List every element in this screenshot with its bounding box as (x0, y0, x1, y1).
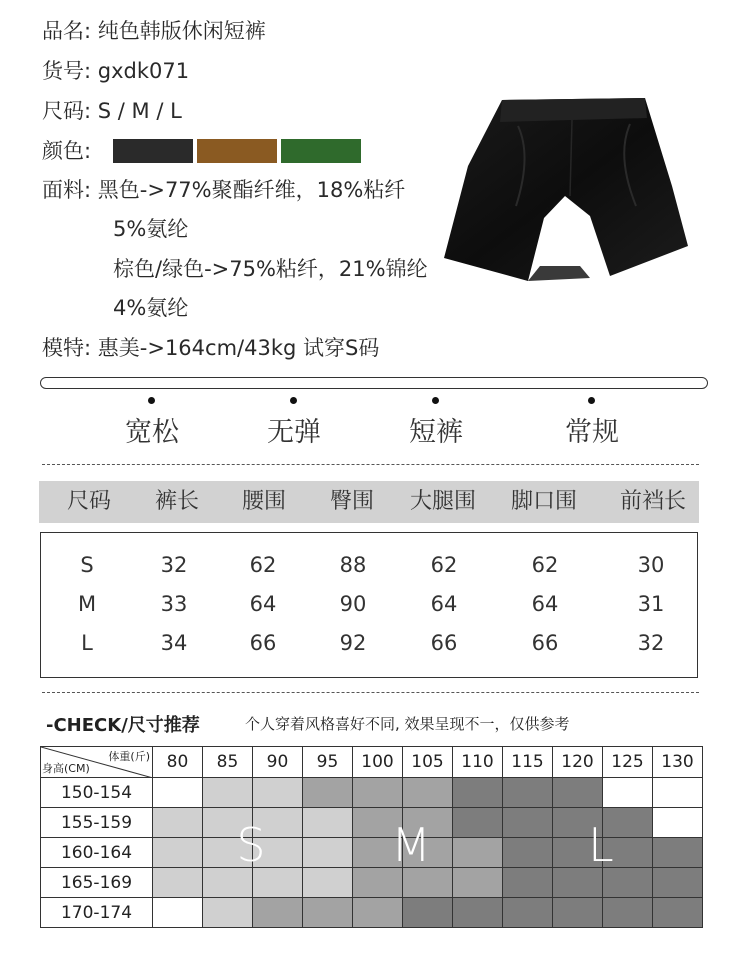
name-row (42, 18, 266, 44)
size-row (42, 98, 182, 124)
grid-cell (553, 898, 603, 928)
size-table-header (39, 481, 699, 523)
header-leg-opening: 脚口围 (510, 489, 578, 514)
name-label: 品名: (42, 19, 92, 43)
height-row-label: 170-174 (41, 898, 153, 928)
grid-cell (503, 898, 553, 928)
grid-cell (653, 868, 703, 898)
size-cell: 66 (249, 631, 277, 655)
size-cell: 30 (637, 553, 665, 577)
size-letter-l: L (588, 818, 614, 872)
weight-header: 80 (153, 747, 203, 778)
weight-header: 105 (403, 747, 453, 778)
grid-cell (253, 898, 303, 928)
size-cell: 34 (160, 631, 188, 655)
weight-axis-label: 体重(斤) (108, 750, 150, 763)
grid-cell (403, 898, 453, 928)
size-value: S / M / L (97, 99, 182, 123)
weight-header: 130 (653, 747, 703, 778)
fabric-line-3: 棕色/绿色->75%粘纤，21%锦纶 (113, 257, 428, 281)
color-swatch-black[interactable] (113, 139, 193, 163)
grid-cell (303, 868, 353, 898)
grid-cell (403, 778, 453, 808)
tag-shorts: 短裤 (409, 417, 463, 448)
grid-cell (453, 898, 503, 928)
grid-cell (353, 778, 403, 808)
grid-cell (603, 778, 653, 808)
tag-dot (290, 397, 297, 404)
height-axis-label: 身高(CM) (42, 762, 90, 775)
grid-cell (503, 838, 553, 868)
grid-cell (453, 808, 503, 838)
header-size: 尺码 (66, 489, 112, 514)
size-cell: L (81, 631, 93, 655)
weight-header: 115 (503, 747, 553, 778)
grid-cell (653, 808, 703, 838)
grid-cell (153, 868, 203, 898)
weight-header: 85 (203, 747, 253, 778)
grid-cell (253, 778, 303, 808)
grid-cell (303, 778, 353, 808)
size-label: 尺码: (42, 99, 92, 123)
size-cell: 31 (637, 592, 665, 616)
size-cell: 64 (249, 592, 277, 616)
size-letter-m: M (391, 818, 431, 872)
height-row-label: 165-169 (41, 868, 153, 898)
tag-no-stretch: 无弹 (267, 417, 321, 448)
grid-cell (403, 868, 453, 898)
tag-dot (148, 397, 155, 404)
header-waist: 腰围 (241, 489, 287, 514)
header-thigh: 大腿围 (409, 489, 477, 514)
size-cell: 32 (160, 553, 188, 577)
color-label: 颜色: (42, 139, 92, 163)
grid-cell (203, 898, 253, 928)
grid-cell (353, 898, 403, 928)
grid-cell (153, 838, 203, 868)
size-cell: 64 (531, 592, 559, 616)
size-cell: 62 (249, 553, 277, 577)
height-row-label: 150-154 (41, 778, 153, 808)
size-cell: 92 (339, 631, 367, 655)
code-row (42, 58, 189, 84)
fabric-row (42, 177, 405, 203)
tag-regular: 常规 (565, 417, 619, 448)
check-title: -CHECK/尺寸推荐 (46, 715, 200, 736)
size-cell: 62 (531, 553, 559, 577)
code-label: 货号: (42, 59, 92, 83)
section-divider (40, 377, 708, 389)
grid-cell (503, 868, 553, 898)
size-recommendation-grid (40, 746, 703, 928)
grid-cell (503, 808, 553, 838)
dashed-divider (42, 692, 699, 693)
grid-cell (253, 868, 303, 898)
tag-dot (432, 397, 439, 404)
model-row (42, 335, 379, 361)
grid-cell (153, 778, 203, 808)
fabric-line-1: 黑色->77%聚酯纤维，18%粘纤 (97, 178, 406, 202)
size-cell: 33 (160, 592, 188, 616)
size-cell: M (77, 592, 97, 616)
grid-cell (653, 838, 703, 868)
grid-cell (553, 868, 603, 898)
model-label: 模特: (42, 336, 92, 360)
header-hip: 臀围 (329, 489, 375, 514)
dashed-divider (42, 464, 699, 465)
grid-cell (303, 898, 353, 928)
grid-cell (203, 868, 253, 898)
grid-cell (203, 778, 253, 808)
grid-cell (603, 868, 653, 898)
height-row-label: 160-164 (41, 838, 153, 868)
tag-loose: 宽松 (125, 417, 179, 448)
grid-cell (653, 898, 703, 928)
size-cell: 62 (430, 553, 458, 577)
fabric-line-2: 5%氨纶 (113, 217, 189, 241)
fabric-label: 面料: (42, 178, 92, 202)
grid-cell (453, 868, 503, 898)
color-row (42, 138, 91, 164)
weight-header: 95 (303, 747, 353, 778)
weight-header: 100 (353, 747, 403, 778)
size-table-body (40, 532, 698, 678)
grid-cell (303, 808, 353, 838)
weight-header: 90 (253, 747, 303, 778)
height-row-label: 155-159 (41, 808, 153, 838)
color-swatch-brown[interactable] (197, 139, 277, 163)
shorts-image (440, 96, 690, 286)
header-front-rise: 前裆长 (619, 489, 687, 514)
grid-cell (303, 838, 353, 868)
weight-header: 110 (453, 747, 503, 778)
check-note: 个人穿着风格喜好不同, 效果呈现不一，仅供参考 (245, 715, 570, 733)
color-swatch-green[interactable] (281, 139, 361, 163)
code-value: gxdk071 (97, 59, 190, 83)
header-length: 裤长 (154, 489, 200, 514)
size-cell: 90 (339, 592, 367, 616)
grid-cell (453, 838, 503, 868)
model-value: 惠美->164cm/43kg 试穿S码 (97, 336, 380, 360)
size-cell: 64 (430, 592, 458, 616)
name-value: 纯色韩版休闲短裤 (97, 19, 266, 43)
grid-cell (353, 868, 403, 898)
size-cell: 66 (531, 631, 559, 655)
tag-dot (588, 397, 595, 404)
grid-cell (153, 808, 203, 838)
grid-cell (153, 898, 203, 928)
size-letter-s: S (236, 818, 266, 872)
grid-cell (553, 778, 603, 808)
grid-cell (653, 778, 703, 808)
grid-corner (41, 747, 153, 778)
size-cell: S (80, 553, 94, 577)
grid-cell (453, 778, 503, 808)
size-cell: 88 (339, 553, 367, 577)
weight-header: 120 (553, 747, 603, 778)
fabric-line-4: 4%氨纶 (113, 296, 189, 320)
weight-header: 125 (603, 747, 653, 778)
grid-cell (603, 898, 653, 928)
grid-cell (503, 778, 553, 808)
size-cell: 66 (430, 631, 458, 655)
size-cell: 32 (637, 631, 665, 655)
